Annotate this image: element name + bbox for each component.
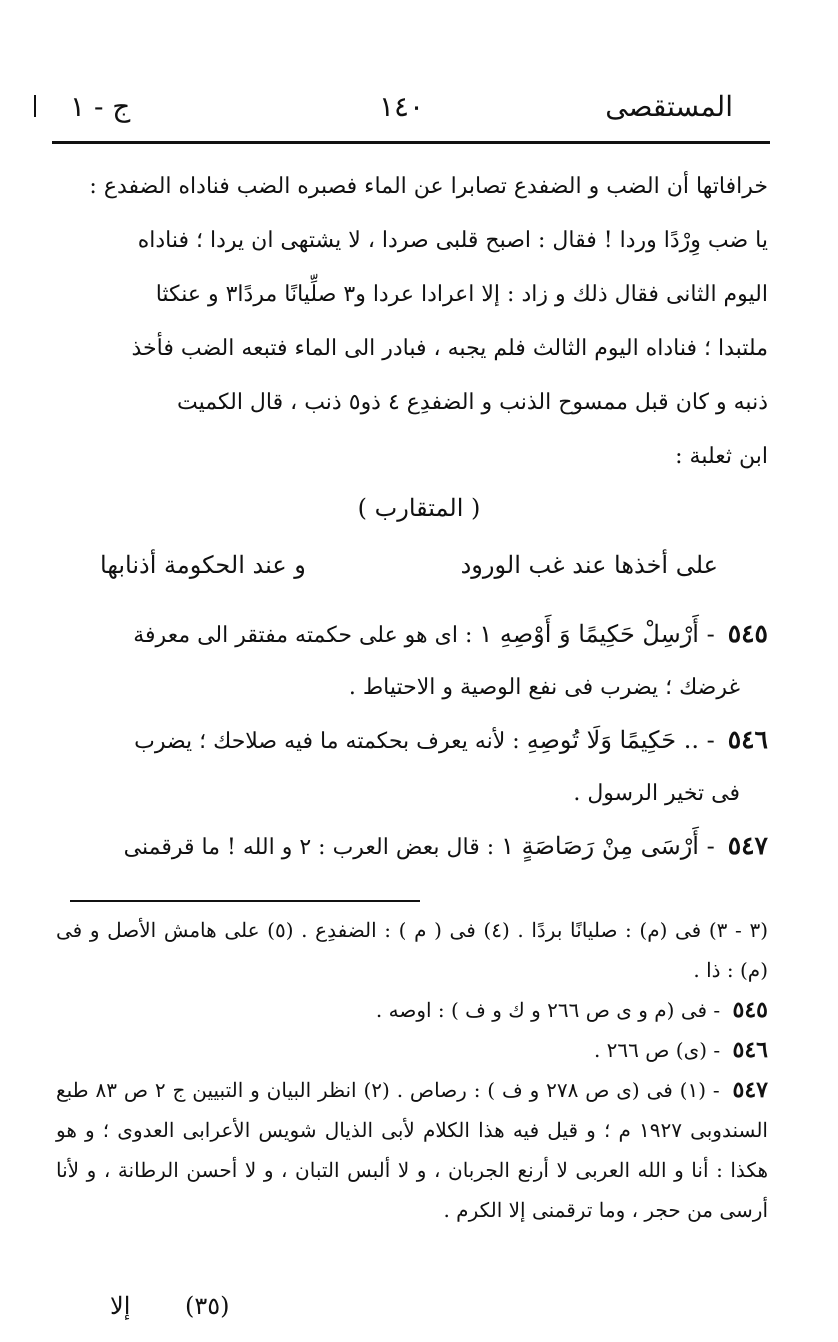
proverb-entry <box>56 820 768 874</box>
edge-mark <box>34 95 36 117</box>
running-header <box>70 90 733 134</box>
book-title: المستقصى <box>605 90 733 123</box>
proverb-entries <box>56 608 768 874</box>
text-line: ابن ثعلبة : <box>675 444 768 469</box>
footnote <box>56 1030 768 1070</box>
volume-label: ج - ١ <box>70 90 131 123</box>
text-line: خرافاتها أن الضب و الضفدع تصابرا عن الماء فصبره الضب فناداه الضفدع : <box>89 174 768 199</box>
footnote <box>56 910 768 990</box>
footnote <box>56 990 768 1030</box>
entry-headword: - أَرْسَى مِنْ رَصَاصَةٍ ١ <box>501 832 715 860</box>
page-number: ١٤٠ <box>378 90 425 123</box>
footnote-number: ٥٤٥ <box>732 997 768 1023</box>
footnote-rule <box>70 900 420 902</box>
catchword: إلا <box>110 1292 131 1320</box>
entry-number: ٥٤٧ <box>727 831 768 860</box>
entry-text: : قال بعض العرب : ٢ و الله ! ما قرقمنى <box>123 835 495 860</box>
footnote-number: ٥٤٦ <box>732 1037 768 1063</box>
footnote <box>56 1070 768 1230</box>
proverb-entry <box>56 714 768 820</box>
entry-text: : لأنه يعرف بحكمته ما فيه صلاحك ؛ يضرب <box>134 729 520 754</box>
entry-headword: - .. حَكِيمًا وَلَا تُوصِهِ <box>526 726 715 754</box>
poem-meter: ( المتقارب ) <box>357 494 481 522</box>
text-line: ذنبه و كان قبل ممسوح الذنب و الضفدِع ٤ ذو٥ ذنب ، قال الكميت <box>177 390 768 415</box>
footnote-number: ٥٤٧ <box>732 1077 768 1103</box>
hemistich-second: و عند الحكومة أذنابها <box>100 551 306 579</box>
header-rule <box>52 141 770 144</box>
footnote-text: - فى (م و ى ص ٢٦٦ و ك و ف ) : اوصه . <box>375 998 721 1022</box>
signature-mark: (٣٥) <box>185 1292 230 1320</box>
hemistich-first: على أخذها عند غب الورود <box>460 551 718 579</box>
text-line: يا ضب وِرْدًا وردا ! فقال : اصبح قلبى صردا ، لا يشتهى ان يردا ؛ فناداه <box>137 228 768 253</box>
footnote-text: (٣ - ٣) فى (م) : صليانًا بردًا . (٤) فى ( م ) : الضفدِع . (٥) على هامش الأصل و فى (م) : ذا . <box>56 918 768 982</box>
entry-number: ٥٤٥ <box>727 619 768 648</box>
entry-headword: - أَرْسِلْ حَكِيمًا وَ أَوْصِهِ ١ <box>479 620 715 648</box>
poem-verse <box>100 551 718 579</box>
text-line: ملتبدا ؛ فناداه اليوم الثالث فلم يجبه ، فبادر الى الماء فتبعه الضب فأخذ <box>131 336 768 361</box>
proverb-entry <box>56 608 768 714</box>
footnote-text: - (١) فى (ى ص ٢٧٨ و ف ) : رصاص . (٢) انظر البيان و التبيين ج ٢ ص ٨٣ طبع السندوبى ١٩٢٧ م ؛ و قيل فيه هذا الكلام لأبى الذيال شويس الأعرابى العدوى ؛ و هو هكذا : أنا و الله العربى لا أرنع الجربان ، و لا ألبس التبان ، و لا أحسن الرطانة ، و لأنا أرسى من حجر ، وما ترقمنى إلا الكرم . <box>56 1078 768 1222</box>
entry-number: ٥٤٦ <box>727 725 768 754</box>
footnotes <box>56 910 768 1230</box>
intro-paragraph <box>68 160 768 484</box>
entry-text: : اى هو على حكمته مفتقر الى معرفة <box>133 623 473 648</box>
footnote-text: - (ى) ص ٢٦٦ . <box>593 1038 721 1062</box>
entry-continuation: غرضك ؛ يضرب فى نفع الوصية و الاحتياط . <box>348 675 740 700</box>
text-line: اليوم الثانى فقال ذلك و زاد : إلا اعرادا عردا و٣ صلِّيانًا مردًا٣ و عنكثا <box>155 282 768 307</box>
entry-continuation: فى تخير الرسول . <box>573 781 740 806</box>
